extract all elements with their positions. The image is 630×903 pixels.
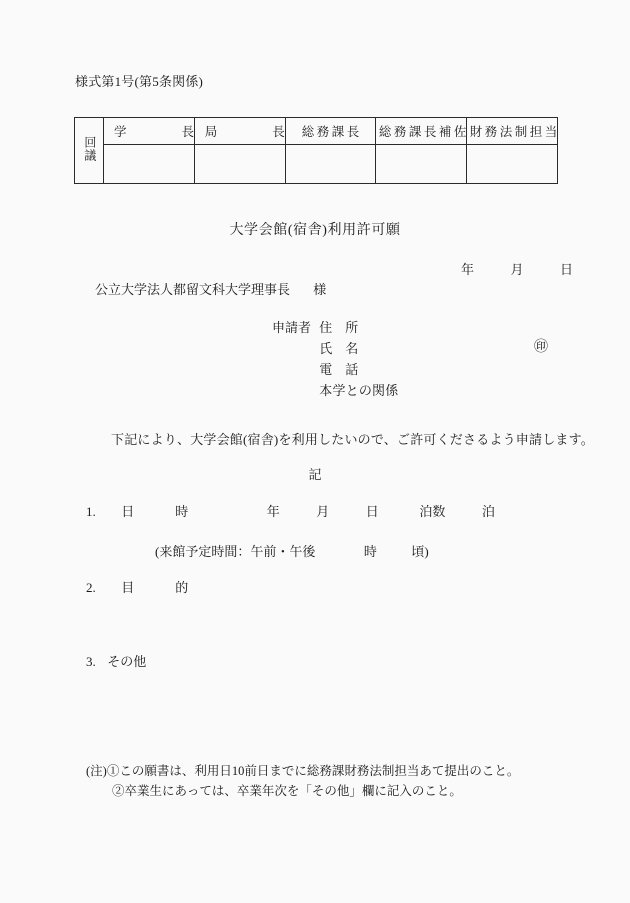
header-label-bureau-chief: 局 長 xyxy=(204,125,295,139)
applicant-row-phone xyxy=(272,359,398,380)
note-text-1: ①この願書は、利用日10前日までに総務課財務法制担当あて提出のこと。 xyxy=(106,764,520,778)
approval-routing-table xyxy=(74,117,558,184)
applicant-row-name xyxy=(272,338,548,359)
applicant-label-relation: 本学との関係 xyxy=(319,383,399,398)
notes-prefix: (注) xyxy=(86,764,107,778)
note-line-2 xyxy=(86,781,519,801)
document-title: 大学会館(宿舎)利用許可願 xyxy=(229,223,401,238)
item-datetime-nights-unit: 泊 xyxy=(481,504,495,519)
item-datetime-day: 日 xyxy=(365,504,379,519)
item-other-number: 3. xyxy=(86,654,96,669)
body-sentence: 下記により、大学会館(宿舎)を利用したいので、ご許可くださるよう申請します。 xyxy=(111,432,594,447)
header-cell-president xyxy=(104,118,205,145)
date-month-label: 月 xyxy=(510,262,524,277)
table-rubric-label: 回議 xyxy=(82,135,97,162)
item-arrival-time-note xyxy=(155,541,429,560)
form-number: 様式第1号(第5条関係) xyxy=(75,74,204,89)
item-datetime-nights-label: 泊数 xyxy=(419,504,446,519)
applicant-row-address xyxy=(272,317,398,338)
table-signature-row xyxy=(75,145,558,184)
signature-cell-general-affairs-manager[interactable] xyxy=(285,145,376,184)
item-datetime-label: 日 時 xyxy=(121,504,203,519)
date-year-label: 年 xyxy=(460,262,474,277)
signature-cell-bureau-chief[interactable] xyxy=(194,145,285,184)
applicant-block xyxy=(272,317,548,401)
item-purpose-number: 2. xyxy=(86,580,96,595)
addressee-line xyxy=(95,279,326,298)
note-line-1 xyxy=(86,761,519,781)
header-label-deputy-manager: 総務課長補佐 xyxy=(378,125,469,139)
header-label-finance-officer: 財務法制担当 xyxy=(469,125,560,139)
header-cell-finance-officer xyxy=(467,118,558,145)
item-datetime-number: 1. xyxy=(86,504,96,519)
header-cell-bureau-chief xyxy=(194,118,295,145)
addressee-honorific: 様 xyxy=(313,282,327,297)
header-cell-general-affairs-manager xyxy=(285,118,376,145)
table-rubric-cell xyxy=(75,118,104,184)
applicant-heading: 申請者 xyxy=(272,320,312,335)
addressee-name: 公立大学法人都留文科大学理事長 xyxy=(95,282,291,297)
date-line xyxy=(0,259,630,278)
item-other xyxy=(86,651,146,670)
arrival-time-prefix: (来館予定時間：午前・午後 xyxy=(155,544,316,559)
header-label-general-affairs-manager: 総務課長 xyxy=(301,125,362,139)
applicant-label-name: 氏 名 xyxy=(319,341,359,356)
arrival-time-hour: 時 xyxy=(363,544,377,559)
item-datetime xyxy=(86,501,495,520)
signature-cell-deputy-manager[interactable] xyxy=(376,145,467,184)
applicant-row-relation xyxy=(272,380,398,401)
notes-block xyxy=(86,761,519,801)
item-purpose xyxy=(86,577,202,596)
applicant-label-phone: 電 話 xyxy=(319,362,359,377)
seal-icon: ㊞ xyxy=(534,340,548,355)
table-header-row xyxy=(75,118,558,145)
item-datetime-year: 年 xyxy=(266,504,280,519)
header-label-president: 学 長 xyxy=(114,125,205,139)
signature-cell-president[interactable] xyxy=(104,145,195,184)
arrival-time-approx: 頃) xyxy=(411,544,429,559)
item-datetime-month: 月 xyxy=(316,504,330,519)
item-purpose-label: 目 的 xyxy=(121,580,203,595)
applicant-label-address: 住 所 xyxy=(319,320,359,335)
item-other-label: その他 xyxy=(107,654,147,669)
note-text-2: ②卒業生にあっては、卒業年次を「その他」欄に記入のこと。 xyxy=(112,784,462,798)
date-day-label: 日 xyxy=(559,262,573,277)
header-cell-deputy-manager xyxy=(376,118,467,145)
signature-cell-finance-officer[interactable] xyxy=(467,145,558,184)
ki-marker: 記 xyxy=(308,467,322,482)
